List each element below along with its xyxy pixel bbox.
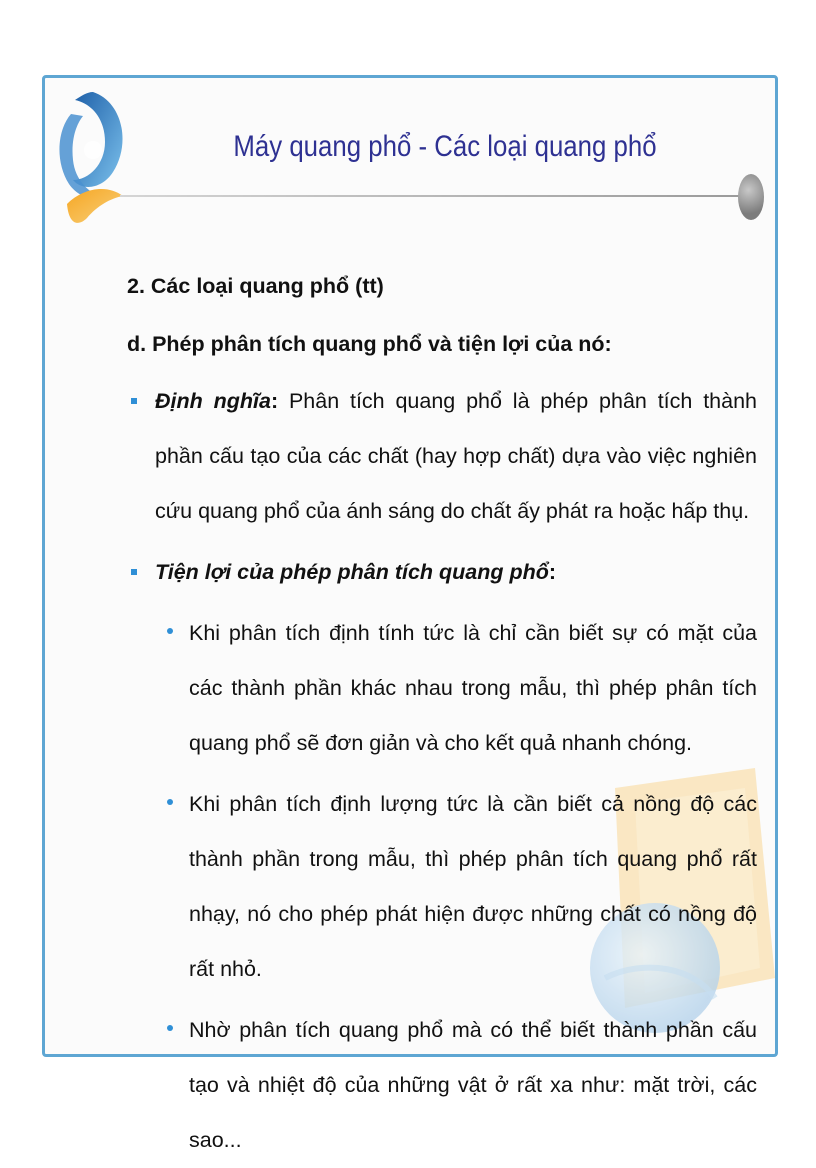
round-bullet-icon (167, 628, 173, 634)
definition-text: Phân tích quang phổ là phép phân tích thành phần cấu tạo của các chất (hay hợp chất) dựa vào việc nghiên cứu quang phổ của ánh sáng do chất ấy phát ra hoặc hấp thụ. (155, 389, 757, 523)
advantage-item (127, 777, 757, 997)
advantage-text: Khi phân tích định tính tức là chỉ cần biết sự có mặt của các thành phần khác nhau trong mẫu, thì phép phân tích quang phổ sẽ đơn giản và cho kết quả nhanh chóng. (189, 621, 757, 755)
section-heading: 2. Các loại quang phổ (tt) (127, 274, 384, 298)
square-bullet-icon (131, 398, 137, 404)
definition-colon: : (270, 389, 279, 413)
square-bullet-icon (131, 569, 137, 575)
round-bullet-icon (167, 799, 173, 805)
advantage-text: Nhờ phân tích quang phổ mà có thể biết thành phần cấu tạo và nhiệt độ của những vật ở rất xa như: mặt trời, các sao... (189, 1018, 757, 1152)
definition-term: Định nghĩa (155, 389, 271, 413)
slide-content (127, 258, 757, 1168)
divider-knob-icon (738, 174, 764, 220)
slide-frame (42, 75, 778, 1152)
definition-item (127, 374, 757, 539)
advantages-heading-item (127, 545, 757, 600)
title-divider (120, 195, 745, 197)
advantage-item (127, 1003, 757, 1168)
swirl-logo-icon (53, 84, 131, 229)
advantage-text: Khi phân tích định lượng tức là cần biết cả nồng độ các thành phần trong mẫu, thì phép phân tích quang phổ rất nhạy, nó cho phép phát hiện được những chất có nồng độ rất nhỏ. (189, 792, 757, 981)
slide-title: Máy quang phổ - Các loại quang phổ (233, 130, 657, 163)
advantages-term: Tiện lợi của phép phân tích quang phổ (155, 560, 549, 584)
round-bullet-icon (167, 1025, 173, 1031)
advantage-item (127, 606, 757, 771)
advantages-colon: : (548, 560, 557, 584)
sub-heading: d. Phép phân tích quang phổ và tiện lợi của nó: (127, 332, 612, 356)
